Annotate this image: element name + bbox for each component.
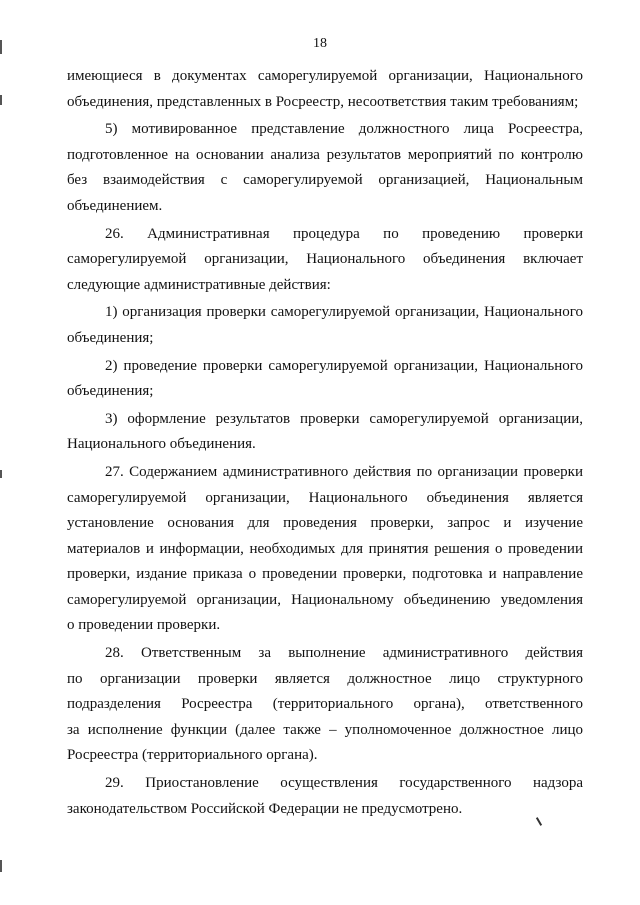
text-line: 2) проведение проверки саморегулируемой организации, Национального (105, 357, 583, 374)
text-line: следующие административные действия: (67, 276, 331, 293)
text-line: о проведении проверки. (67, 617, 221, 634)
text-line: 3) оформление результатов проверки саморегулируемой организации, (105, 410, 583, 427)
text-line: подготовленное на основании анализа результатов мероприятий по контролю (67, 146, 583, 163)
text-line: объединения; (67, 329, 154, 346)
paragraph-item1 (67, 300, 583, 351)
text-line: саморегулируемой организации, Национальному объединению уведомления (67, 591, 583, 608)
paragraph-item2 (67, 354, 583, 405)
page-number: 18 (313, 36, 327, 51)
text-line: объединения, представленных в Росреестр, несоответствия таким требованиям; (67, 93, 579, 110)
scan-edge-mark-bottom (0, 860, 2, 872)
text-line: саморегулируемой организации, Национального объединения является (67, 489, 583, 506)
paragraph-cont (67, 64, 583, 115)
document-body (67, 64, 583, 822)
text-line: законодательством Российской Федерации не предусмотрено. (67, 800, 463, 817)
text-line: 27. Содержанием административного действия по организации проверки (105, 463, 583, 480)
text-line: 29. Приостановление осуществления государственного надзора (105, 775, 583, 792)
paragraph-p26 (67, 222, 583, 299)
paragraph-item3 (67, 407, 583, 458)
text-line: 5) мотивированное представление должностного лица Росреестра, (105, 121, 583, 138)
text-line: проверки, издание приказа о проведении проверки, подготовка и направление (67, 566, 583, 583)
text-line: имеющиеся в документах саморегулируемой организации, Национального (67, 68, 583, 84)
text-line: материалов и информации, необходимых для принятия решения о проведении (67, 540, 583, 557)
text-line: без взаимодействия с саморегулируемой организацией, Национальным (67, 172, 583, 189)
text-line: за исполнение функции (далее также – уполномоченное должностное лицо (67, 721, 583, 738)
scan-edge-mark-lower (0, 470, 2, 478)
text-line: Национального объединения. (67, 436, 256, 453)
paragraph-p27 (67, 460, 583, 639)
paragraph-p28 (67, 641, 583, 769)
paragraph-item5 (67, 117, 583, 219)
text-line: объединения; (67, 383, 154, 400)
text-line: 28. Ответственным за выполнение административного действия (105, 645, 583, 662)
text-line: Росреестра (территориального органа). (67, 747, 318, 764)
text-line: подразделения Росреестра (территориального органа), ответственного (67, 696, 583, 713)
text-line: установление основания для проведения проверки, запрос и изучение (67, 515, 583, 532)
text-line: саморегулируемой организации, Национального объединения включает (67, 251, 583, 268)
text-line: 1) организация проверки саморегулируемой организации, Национального (105, 304, 583, 321)
scan-edge-mark-middle (0, 95, 2, 105)
text-line: по организации проверки является должностное лицо структурного (67, 670, 583, 687)
text-line: объединением. (67, 197, 163, 214)
text-line: 26. Административная процедура по проведению проверки (105, 225, 583, 242)
paragraph-p29 (67, 771, 583, 822)
